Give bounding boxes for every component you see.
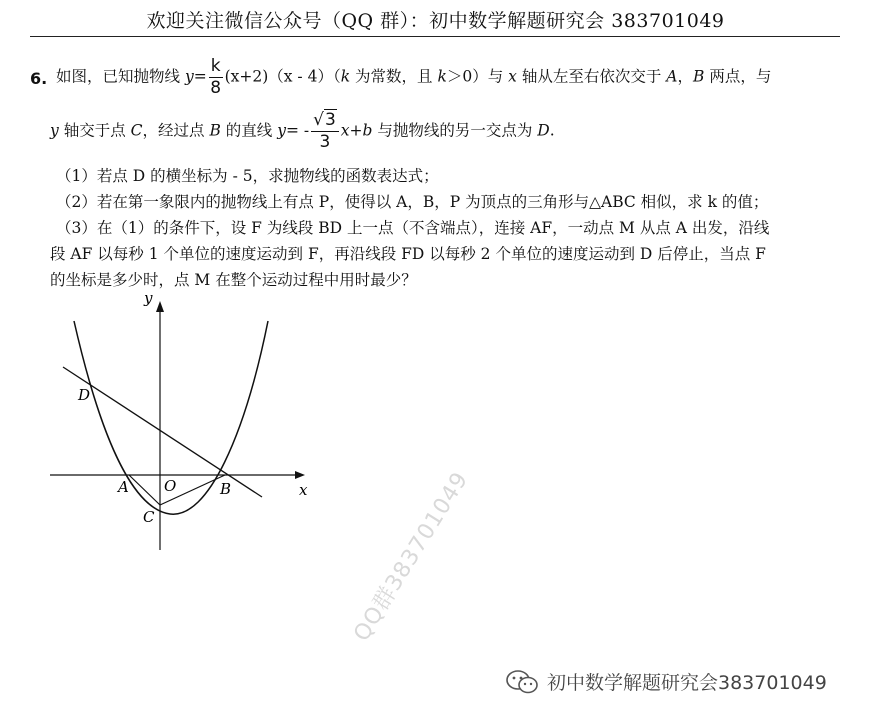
text: = - [285, 121, 310, 140]
problem-line-1 [56, 58, 771, 97]
text: 轴交于点 [58, 121, 131, 140]
frac-numerator [311, 112, 339, 132]
y-axis-arrow [156, 301, 164, 312]
label-B: B [220, 480, 232, 498]
text: = [193, 67, 207, 86]
label-D: D [78, 386, 91, 404]
line-BD [63, 367, 262, 497]
var-C: C [130, 121, 143, 140]
watermark-text: QQ群383701049 [349, 467, 474, 646]
var-k: k [340, 67, 351, 86]
label-O: O [164, 477, 177, 495]
text: ＞0）与 [446, 67, 509, 86]
label-C: C [143, 508, 155, 526]
graph-figure [40, 285, 320, 555]
fraction-sqrt3-over-3 [311, 112, 339, 151]
text: ， [677, 67, 693, 86]
text: 与抛物线的另一交点为 [372, 121, 538, 140]
frac-numerator: k [210, 56, 221, 76]
text: 两点，与 [704, 67, 772, 86]
question-2: （2）若在第一象限内的抛物线上有点 P，使得以 A，B，P 为顶点的三角形与△ABC 相似，求 k 的值； [56, 193, 769, 211]
label-A: A [118, 478, 129, 496]
sqrt-sign: √ [313, 110, 324, 130]
var-y: y [277, 121, 286, 140]
var-A: A [666, 67, 678, 86]
text: 的直线 [220, 121, 278, 140]
frac-denominator: 8 [210, 78, 222, 98]
var-k: k [437, 67, 447, 86]
expr-xb: x+b [340, 121, 373, 140]
text: 为常数，且 [350, 67, 438, 86]
var-y: y [184, 67, 194, 86]
var-B: B [693, 67, 705, 86]
text: ，经过点 [142, 121, 210, 140]
label-y-axis: y [144, 289, 153, 307]
radicand: 3 [324, 110, 336, 130]
var-y: y [50, 121, 59, 140]
fraction-k-over-8 [209, 58, 223, 97]
var-x: x [508, 67, 517, 86]
question-3-line-2: 段 AF 以每秒 1 个单位的速度运动到 F，再沿线段 FD 以每秒 2 个单位的速度运动到 D 后停止，当点 F [50, 245, 766, 263]
question-1: （1）若点 D 的横坐标为 - 5，求抛物线的函数表达式； [56, 167, 439, 185]
wechat-icon [505, 669, 539, 695]
header-rule [30, 36, 840, 37]
label-x-axis: x [299, 481, 308, 499]
var-B: B [209, 121, 221, 140]
x-axis-arrow [295, 471, 305, 479]
var-D: D [537, 121, 550, 140]
question-3-line-3: 的坐标是多少时，点 M 在整个运动过程中用时最少？ [50, 271, 417, 289]
text: 轴从左至右依次交于 [516, 67, 667, 86]
question-3-line-1: （3）在（1）的条件下，设 F 为线段 BD 上一点（不含端点），连接 AF，一动点 M 从点 A 出发，沿线 [56, 219, 770, 237]
header-title: 欢迎关注微信公众号（QQ 群）：初中数学解题研究会 383701049 [146, 10, 725, 32]
frac-denominator: 3 [319, 132, 331, 152]
text: 如图，已知抛物线 [56, 67, 185, 86]
footer-text: 初中数学解题研究会383701049 [547, 672, 827, 694]
footer [505, 668, 827, 695]
problem-number: 6. [30, 69, 48, 88]
text: . [549, 121, 555, 140]
text: (x+2)（x - 4）（ [224, 67, 341, 86]
problem-line-2 [50, 112, 555, 151]
